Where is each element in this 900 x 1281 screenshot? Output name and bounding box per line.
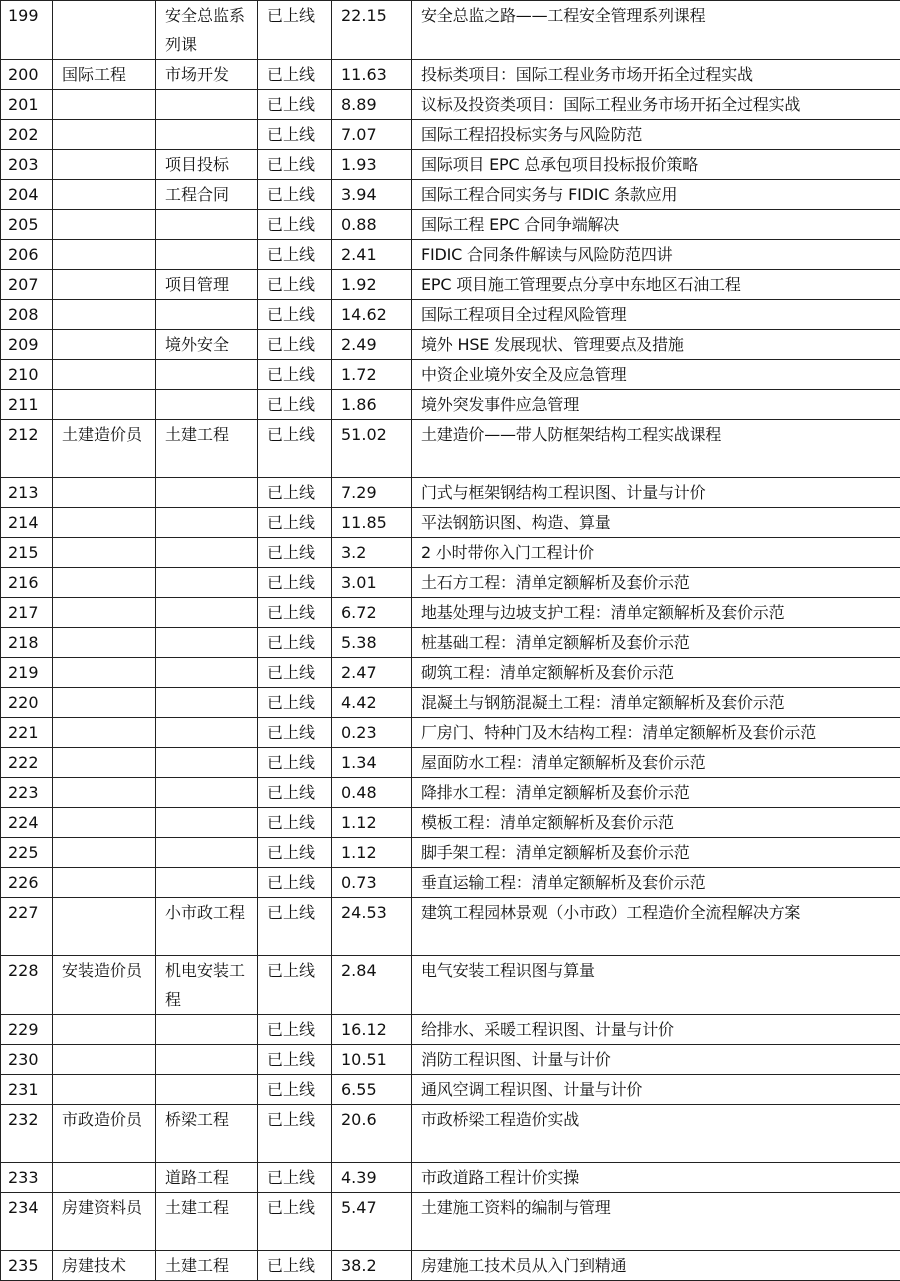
table-row: [1, 390, 900, 420]
cell-subcategory: [156, 478, 258, 508]
table-row: [1, 508, 900, 538]
cell-category: [53, 718, 156, 748]
cell-category: [53, 838, 156, 868]
table-row: [1, 1251, 900, 1281]
cell-id: 229: [1, 1015, 53, 1045]
cell-hours: 7.07: [332, 120, 412, 150]
cell-subcategory: [156, 240, 258, 270]
cell-id: 222: [1, 748, 53, 778]
cell-course-title: 平法钢筋识图、构造、算量: [412, 508, 900, 538]
cell-course-title: 投标类项目：国际工程业务市场开拓全过程实战: [412, 60, 900, 90]
cell-subcategory: [156, 1015, 258, 1045]
cell-course-title: 国际工程 EPC 合同争端解决: [412, 210, 900, 240]
cell-course-title: 国际工程合同实务与 FIDIC 条款应用: [412, 180, 900, 210]
cell-category: 房建技术: [53, 1251, 156, 1281]
table-row: [1, 718, 900, 748]
cell-category: 房建资料员: [53, 1193, 156, 1251]
cell-id: 201: [1, 90, 53, 120]
cell-category: [53, 598, 156, 628]
cell-id: 213: [1, 478, 53, 508]
cell-id: 210: [1, 360, 53, 390]
cell-hours: 2.49: [332, 330, 412, 360]
cell-course-title: 地基处理与边坡支护工程：清单定额解析及套价示范: [412, 598, 900, 628]
cell-course-title: 国际工程招投标实务与风险防范: [412, 120, 900, 150]
table-row: [1, 180, 900, 210]
cell-hours: 1.12: [332, 808, 412, 838]
cell-id: 200: [1, 60, 53, 90]
cell-hours: 4.39: [332, 1163, 412, 1193]
cell-status: 已上线: [258, 898, 332, 956]
cell-id: 214: [1, 508, 53, 538]
cell-course-title: 建筑工程园林景观（小市政）工程造价全流程解决方案: [412, 898, 900, 956]
cell-id: 224: [1, 808, 53, 838]
cell-category: [53, 300, 156, 330]
cell-subcategory: [156, 360, 258, 390]
cell-category: [53, 568, 156, 598]
cell-id: 209: [1, 330, 53, 360]
cell-subcategory: [156, 748, 258, 778]
cell-course-title: 市政桥梁工程造价实战: [412, 1105, 900, 1163]
cell-category: [53, 90, 156, 120]
cell-subcategory: 土建工程: [156, 1251, 258, 1281]
table-row: [1, 748, 900, 778]
cell-category: [53, 180, 156, 210]
cell-subcategory: [156, 568, 258, 598]
cell-status: 已上线: [258, 1193, 332, 1251]
cell-category: [53, 240, 156, 270]
cell-course-title: 厂房门、特种门及木结构工程：清单定额解析及套价示范: [412, 718, 900, 748]
cell-course-title: 通风空调工程识图、计量与计价: [412, 1075, 900, 1105]
cell-hours: 38.2: [332, 1251, 412, 1281]
table-row: [1, 1105, 900, 1163]
cell-hours: 3.94: [332, 180, 412, 210]
cell-subcategory: [156, 658, 258, 688]
cell-id: 205: [1, 210, 53, 240]
cell-hours: 1.72: [332, 360, 412, 390]
table-row: [1, 1193, 900, 1251]
cell-subcategory: 项目管理: [156, 270, 258, 300]
cell-status: 已上线: [258, 508, 332, 538]
cell-subcategory: 小市政工程: [156, 898, 258, 956]
cell-id: 234: [1, 1193, 53, 1251]
table-row: [1, 956, 900, 1015]
cell-subcategory: [156, 1045, 258, 1075]
cell-course-title: 脚手架工程：清单定额解析及套价示范: [412, 838, 900, 868]
cell-category: [53, 508, 156, 538]
cell-category: [53, 808, 156, 838]
cell-subcategory: [156, 300, 258, 330]
cell-subcategory: [156, 210, 258, 240]
cell-status: 已上线: [258, 1015, 332, 1045]
table-row: [1, 300, 900, 330]
cell-course-title: 垂直运输工程：清单定额解析及套价示范: [412, 868, 900, 898]
cell-subcategory: [156, 808, 258, 838]
cell-hours: 22.15: [332, 1, 412, 60]
cell-status: 已上线: [258, 270, 332, 300]
cell-course-title: 电气安装工程识图与算量: [412, 956, 900, 1015]
cell-subcategory: [156, 778, 258, 808]
table-row: [1, 598, 900, 628]
cell-id: 217: [1, 598, 53, 628]
cell-status: 已上线: [258, 868, 332, 898]
cell-status: 已上线: [258, 1163, 332, 1193]
cell-course-title: 给排水、采暖工程识图、计量与计价: [412, 1015, 900, 1045]
table-row: [1, 150, 900, 180]
table-row: [1, 868, 900, 898]
cell-category: [53, 210, 156, 240]
cell-status: 已上线: [258, 538, 332, 568]
table-row: [1, 808, 900, 838]
cell-category: [53, 538, 156, 568]
cell-subcategory: [156, 868, 258, 898]
cell-category: [53, 688, 156, 718]
cell-id: 215: [1, 538, 53, 568]
cell-course-title: 市政道路工程计价实操: [412, 1163, 900, 1193]
cell-course-title: 模板工程：清单定额解析及套价示范: [412, 808, 900, 838]
cell-course-title: 国际工程项目全过程风险管理: [412, 300, 900, 330]
cell-status: 已上线: [258, 150, 332, 180]
table-row: [1, 538, 900, 568]
cell-course-title: EPC 项目施工管理要点分享中东地区石油工程: [412, 270, 900, 300]
cell-id: 211: [1, 390, 53, 420]
cell-hours: 2.84: [332, 956, 412, 1015]
table-row: [1, 628, 900, 658]
cell-id: 230: [1, 1045, 53, 1075]
cell-status: 已上线: [258, 1105, 332, 1163]
table-row: [1, 360, 900, 390]
cell-category: [53, 628, 156, 658]
cell-hours: 3.2: [332, 538, 412, 568]
cell-hours: 0.88: [332, 210, 412, 240]
cell-status: 已上线: [258, 1045, 332, 1075]
cell-status: 已上线: [258, 420, 332, 478]
cell-status: 已上线: [258, 598, 332, 628]
cell-course-title: 房建施工技术员从入门到精通: [412, 1251, 900, 1281]
cell-subcategory: 市场开发: [156, 60, 258, 90]
cell-id: 225: [1, 838, 53, 868]
cell-subcategory: [156, 628, 258, 658]
cell-status: 已上线: [258, 300, 332, 330]
cell-course-title: 砌筑工程：清单定额解析及套价示范: [412, 658, 900, 688]
cell-status: 已上线: [258, 330, 332, 360]
table-row: [1, 1, 900, 60]
cell-subcategory: 安全总监系列课: [156, 1, 258, 60]
cell-id: 204: [1, 180, 53, 210]
table-row: [1, 330, 900, 360]
cell-category: [53, 868, 156, 898]
cell-category: [53, 1, 156, 60]
cell-status: 已上线: [258, 210, 332, 240]
table-row: [1, 1015, 900, 1045]
cell-hours: 6.55: [332, 1075, 412, 1105]
cell-id: 212: [1, 420, 53, 478]
cell-category: [53, 150, 156, 180]
cell-hours: 14.62: [332, 300, 412, 330]
cell-id: 221: [1, 718, 53, 748]
cell-category: [53, 658, 156, 688]
cell-hours: 11.63: [332, 60, 412, 90]
cell-id: 218: [1, 628, 53, 658]
cell-status: 已上线: [258, 90, 332, 120]
cell-course-title: 土建施工资料的编制与管理: [412, 1193, 900, 1251]
cell-category: [53, 390, 156, 420]
cell-status: 已上线: [258, 778, 332, 808]
cell-course-title: 境外 HSE 发展现状、管理要点及措施: [412, 330, 900, 360]
cell-id: 227: [1, 898, 53, 956]
cell-course-title: 境外突发事件应急管理: [412, 390, 900, 420]
table-row: [1, 778, 900, 808]
cell-hours: 0.23: [332, 718, 412, 748]
cell-hours: 5.47: [332, 1193, 412, 1251]
table-row: [1, 478, 900, 508]
table-row: [1, 898, 900, 956]
cell-id: 206: [1, 240, 53, 270]
cell-hours: 11.85: [332, 508, 412, 538]
cell-subcategory: [156, 1075, 258, 1105]
cell-hours: 1.92: [332, 270, 412, 300]
cell-subcategory: [156, 120, 258, 150]
table-row: [1, 120, 900, 150]
table-row: [1, 658, 900, 688]
table-row: [1, 60, 900, 90]
cell-status: 已上线: [258, 956, 332, 1015]
cell-category: [53, 360, 156, 390]
cell-id: 203: [1, 150, 53, 180]
cell-id: 223: [1, 778, 53, 808]
cell-hours: 2.47: [332, 658, 412, 688]
cell-subcategory: [156, 508, 258, 538]
cell-course-title: 国际项目 EPC 总承包项目投标报价策略: [412, 150, 900, 180]
cell-status: 已上线: [258, 1075, 332, 1105]
cell-category: [53, 778, 156, 808]
cell-id: 228: [1, 956, 53, 1015]
cell-category: [53, 330, 156, 360]
cell-id: 216: [1, 568, 53, 598]
cell-id: 199: [1, 1, 53, 60]
cell-hours: 5.38: [332, 628, 412, 658]
cell-hours: 0.73: [332, 868, 412, 898]
cell-subcategory: 土建工程: [156, 420, 258, 478]
cell-category: 土建造价员: [53, 420, 156, 478]
cell-hours: 24.53: [332, 898, 412, 956]
cell-course-title: 土建造价——带人防框架结构工程实战课程: [412, 420, 900, 478]
cell-subcategory: [156, 838, 258, 868]
cell-course-title: 门式与框架钢结构工程识图、计量与计价: [412, 478, 900, 508]
cell-hours: 7.29: [332, 478, 412, 508]
cell-id: 231: [1, 1075, 53, 1105]
table-row: [1, 1075, 900, 1105]
table-row: [1, 420, 900, 478]
cell-course-title: FIDIC 合同条件解读与风险防范四讲: [412, 240, 900, 270]
cell-id: 233: [1, 1163, 53, 1193]
cell-hours: 1.86: [332, 390, 412, 420]
cell-hours: 1.34: [332, 748, 412, 778]
cell-category: [53, 1045, 156, 1075]
cell-status: 已上线: [258, 1, 332, 60]
cell-id: 208: [1, 300, 53, 330]
cell-category: [53, 270, 156, 300]
cell-course-title: 屋面防水工程：清单定额解析及套价示范: [412, 748, 900, 778]
cell-hours: 8.89: [332, 90, 412, 120]
cell-subcategory: 项目投标: [156, 150, 258, 180]
table-row: [1, 568, 900, 598]
cell-status: 已上线: [258, 628, 332, 658]
cell-status: 已上线: [258, 838, 332, 868]
cell-hours: 20.6: [332, 1105, 412, 1163]
cell-course-title: 消防工程识图、计量与计价: [412, 1045, 900, 1075]
cell-course-title: 2 小时带你入门工程计价: [412, 538, 900, 568]
cell-category: [53, 1163, 156, 1193]
cell-hours: 4.42: [332, 688, 412, 718]
cell-course-title: 安全总监之路——工程安全管理系列课程: [412, 1, 900, 60]
cell-subcategory: [156, 688, 258, 718]
cell-subcategory: [156, 90, 258, 120]
cell-status: 已上线: [258, 808, 332, 838]
table-row: [1, 1163, 900, 1193]
cell-hours: 3.01: [332, 568, 412, 598]
table-row: [1, 838, 900, 868]
cell-status: 已上线: [258, 658, 332, 688]
cell-category: [53, 748, 156, 778]
cell-course-title: 中资企业境外安全及应急管理: [412, 360, 900, 390]
cell-id: 235: [1, 1251, 53, 1281]
cell-category: [53, 120, 156, 150]
table-row: [1, 1045, 900, 1075]
cell-subcategory: [156, 598, 258, 628]
cell-hours: 51.02: [332, 420, 412, 478]
cell-category: 市政造价员: [53, 1105, 156, 1163]
cell-hours: 1.12: [332, 838, 412, 868]
cell-category: [53, 898, 156, 956]
cell-subcategory: 道路工程: [156, 1163, 258, 1193]
cell-hours: 2.41: [332, 240, 412, 270]
cell-category: [53, 1075, 156, 1105]
cell-id: 219: [1, 658, 53, 688]
cell-status: 已上线: [258, 568, 332, 598]
course-table-body: [1, 1, 900, 1281]
cell-status: 已上线: [258, 360, 332, 390]
table-row: [1, 688, 900, 718]
cell-hours: 1.93: [332, 150, 412, 180]
cell-status: 已上线: [258, 478, 332, 508]
cell-status: 已上线: [258, 718, 332, 748]
cell-status: 已上线: [258, 748, 332, 778]
cell-status: 已上线: [258, 390, 332, 420]
cell-category: [53, 478, 156, 508]
cell-id: 202: [1, 120, 53, 150]
cell-subcategory: 境外安全: [156, 330, 258, 360]
cell-status: 已上线: [258, 1251, 332, 1281]
table-row: [1, 240, 900, 270]
table-row: [1, 270, 900, 300]
cell-subcategory: 工程合同: [156, 180, 258, 210]
cell-id: 207: [1, 270, 53, 300]
cell-course-title: 混凝土与钢筋混凝土工程：清单定额解析及套价示范: [412, 688, 900, 718]
cell-subcategory: 土建工程: [156, 1193, 258, 1251]
cell-subcategory: [156, 718, 258, 748]
cell-status: 已上线: [258, 688, 332, 718]
cell-course-title: 降排水工程：清单定额解析及套价示范: [412, 778, 900, 808]
cell-status: 已上线: [258, 180, 332, 210]
cell-subcategory: 机电安装工程: [156, 956, 258, 1015]
cell-category: [53, 1015, 156, 1045]
cell-id: 226: [1, 868, 53, 898]
cell-hours: 16.12: [332, 1015, 412, 1045]
cell-category: 国际工程: [53, 60, 156, 90]
cell-id: 232: [1, 1105, 53, 1163]
cell-status: 已上线: [258, 120, 332, 150]
cell-hours: 6.72: [332, 598, 412, 628]
cell-course-title: 桩基础工程：清单定额解析及套价示范: [412, 628, 900, 658]
cell-hours: 0.48: [332, 778, 412, 808]
cell-status: 已上线: [258, 60, 332, 90]
table-row: [1, 90, 900, 120]
cell-course-title: 土石方工程：清单定额解析及套价示范: [412, 568, 900, 598]
cell-id: 220: [1, 688, 53, 718]
cell-course-title: 议标及投资类项目：国际工程业务市场开拓全过程实战: [412, 90, 900, 120]
cell-subcategory: 桥梁工程: [156, 1105, 258, 1163]
cell-subcategory: [156, 538, 258, 568]
cell-hours: 10.51: [332, 1045, 412, 1075]
cell-subcategory: [156, 390, 258, 420]
cell-category: 安装造价员: [53, 956, 156, 1015]
table-row: [1, 210, 900, 240]
cell-status: 已上线: [258, 240, 332, 270]
